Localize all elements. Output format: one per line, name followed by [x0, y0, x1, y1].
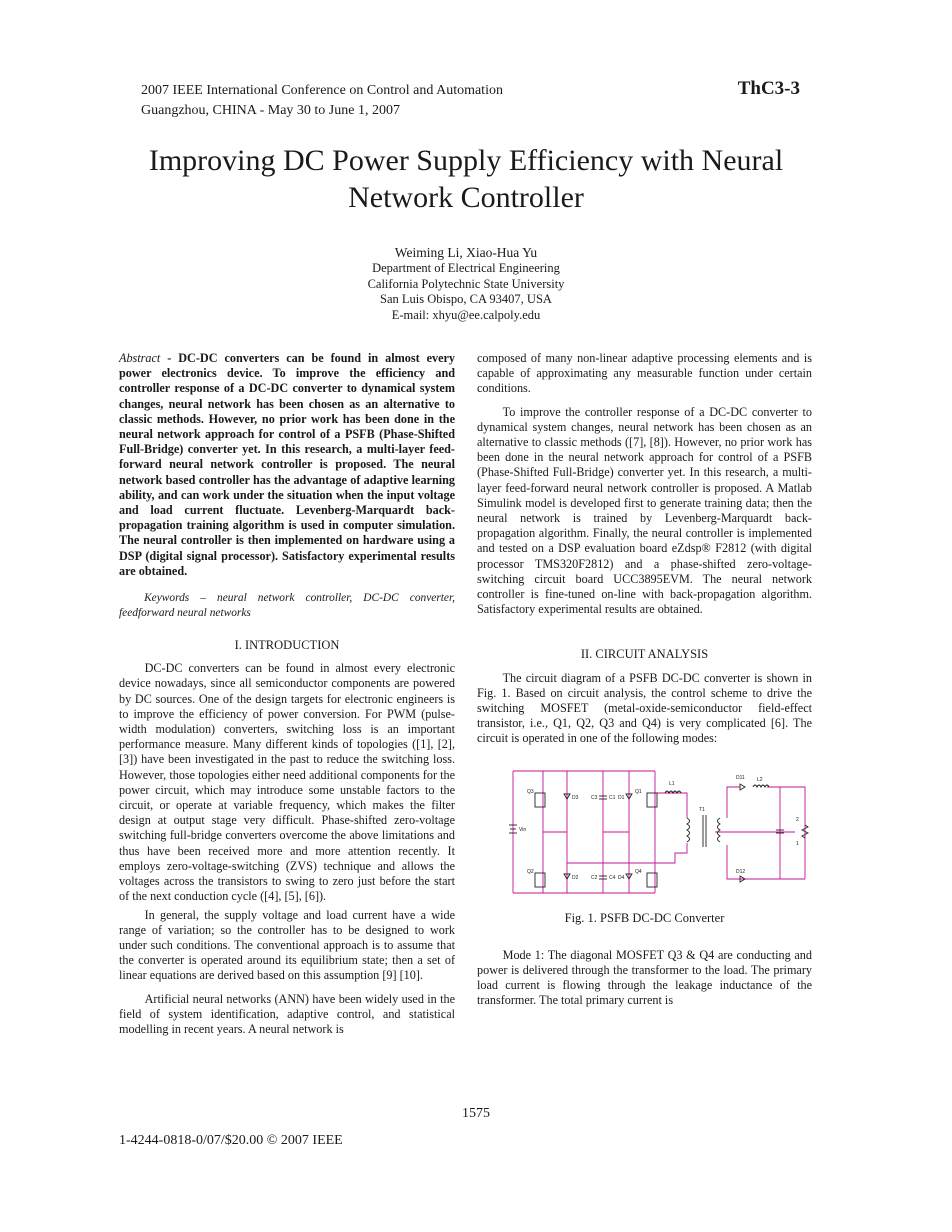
right-paragraph-1: composed of many non-linear adaptive processing elements and is capable of approximating any measurable function under certain conditions.	[477, 351, 812, 396]
right-paragraph-2: To improve the controller response of a DC-DC converter to dynamical system changes, neural network has been chosen as an alternative to classic methods ([7], [8]). However, no prior work has been done in the neural network approach for control of a PSFB (Phase-Shifted Full-Bridge) converter yet. In this research, a multi-layer feed-forward neural network controller is proposed. A Matlab Simulink model is developed first to generate training data; then the neural network is trained by Levenberg-Marquardt back-propagation algorithm. Finally, the neural controller is implemented and tested on a DSP evaluation board eZdsp® F2812 (with digital processor TMS320F2812) and a phase-shifted zero-voltage-switching circuit board UCC3895EVM. The neural network controller is fine-tuned on-line with back-propagation algorithm. Satisfactory experimental results are obtained.	[477, 404, 812, 617]
circuit-labels	[519, 775, 799, 881]
label-vin: Vin	[519, 826, 527, 833]
label-c2: C2	[591, 874, 598, 881]
label-q2: Q2	[527, 868, 534, 875]
abstract-text: - DC-DC converters can be found in almost every power electronics device. To improve the efficiency and controller response of a DC-DC converter to dynamical system changes, neural network has been chosen as an alternative to classic methods. However, no prior work has been done in the neural network approach for control of a PSFB (Phase-Shifted Full-Bridge) converter yet. In this research, a multi-layer feed-forward neural network controller is proposed. The neural network based controller has the advantage of adaptive learning ability, and can work under the situation when the input voltage and load current fluctuate. Levenberg-Marquardt back-propagation training algorithm is used in computer simulation. The neural controller is then implemented on hardware using a DSP (digital signal processor). Satisfactory experimental results are obtained.	[119, 351, 455, 578]
circuit-paragraph-1: The circuit diagram of a PSFB DC-DC converter is shown in Fig. 1. Based on circuit analysis, the control scheme to drive the switching MOSFET (metal-oxide-semiconductor field-effect transistor, i.e., Q1, Q2, Q3 and Q4) is very complicated [6]. The circuit is operated in one of the following modes:	[477, 670, 812, 746]
mode-1-paragraph: Mode 1: The diagonal MOSFET Q3 & Q4 are conducting and power is delivered through the transformer to the load. The primary load current is flowing through the leakage inductance of the transformer. The total primary current is	[477, 947, 812, 1008]
author-department: Department of Electrical Engineering	[372, 261, 560, 275]
label-c4: C4	[609, 874, 616, 881]
keywords: Keywords – neural network controller, DC-DC converter, feedforward neural networks	[119, 592, 455, 619]
label-d4: D4	[618, 874, 625, 881]
abstract-lead: Abstract	[119, 351, 161, 365]
output-wire	[767, 787, 805, 879]
primary-bottom-wire	[567, 843, 687, 863]
conference-header	[141, 81, 503, 121]
right-column	[477, 351, 812, 1009]
section-heading-circuit-analysis: II. CIRCUIT ANALYSIS	[580, 647, 709, 662]
label-pin-2: 2	[796, 816, 799, 823]
title-line-1: Improving DC Power Supply Efficiency with Neural	[148, 144, 784, 177]
intro-paragraph-2: In general, the supply voltage and load current have a wide range of variation; so the controller has to be designed to work under such conditions. The conventional approach is to assume that the converter is operated around its equilibrium state; then a set of linear equations are derived based on this assumption [9] [10].	[119, 907, 455, 983]
section-heading-introduction: I. INTRODUCTION	[234, 638, 340, 653]
label-q4: Q4	[635, 868, 642, 875]
copyright-notice: 1-4244-0818-0/07/$20.00 © 2007 IEEE	[119, 1133, 343, 1148]
conference-location: Guangzhou, CHINA - May 30 to June 1, 2007	[141, 103, 400, 118]
q3-mosfet-symbol	[535, 793, 545, 807]
intro-paragraph-3: Artificial neural networks (ANN) have been widely used in the field of system identification, adaptive control, and statistical modelling in recent years. A neural network is	[119, 991, 455, 1036]
circuit-wires	[513, 771, 805, 893]
session-code: ThC3-3	[737, 78, 800, 99]
conference-name: 2007 IEEE International Conference on Control and Automation	[141, 83, 503, 98]
l2-inductor-symbol	[753, 785, 769, 787]
abstract	[119, 351, 455, 579]
q4-mosfet-symbol	[647, 873, 657, 887]
t1-secondary-winding	[718, 818, 721, 842]
figure-caption: Fig. 1. PSFB DC-DC Converter	[564, 910, 725, 925]
circuit-diagram-figure	[505, 763, 811, 900]
psfb-circuit-diagram	[505, 763, 811, 900]
label-d12: D12	[736, 868, 746, 875]
label-q1: Q1	[635, 788, 642, 795]
primary-top-wire	[655, 793, 687, 818]
label-c3: C3	[591, 794, 598, 801]
page-number: 1575	[462, 1106, 490, 1121]
label-l2: L2	[757, 776, 763, 783]
author-names: Weiming Li, Xiao-Hua Yu	[394, 245, 538, 260]
d11-diode-symbol	[740, 784, 745, 790]
author-email: E-mail: xhyu@ee.calpoly.edu	[391, 307, 541, 322]
author-address: San Luis Obispo, CA 93407, USA	[380, 292, 552, 306]
label-pin-1: 1	[796, 840, 799, 847]
q2-mosfet-symbol	[535, 873, 545, 887]
t1-primary-winding	[687, 818, 690, 842]
label-d11: D11	[736, 774, 745, 781]
label-d3: D3	[572, 794, 579, 801]
author-block	[276, 244, 656, 323]
circuit-components	[509, 784, 808, 887]
label-l1: L1	[669, 780, 675, 787]
q1-mosfet-symbol	[647, 793, 657, 807]
label-d1: D1	[618, 794, 625, 801]
title-line-2: Network Controller	[348, 181, 584, 214]
label-c1: C1	[609, 794, 616, 801]
label-d2: D2	[572, 874, 579, 881]
label-t1: T1	[699, 806, 705, 813]
secondary-top-wire	[727, 787, 740, 818]
label-q3: Q3	[527, 788, 534, 795]
paper-title	[60, 142, 872, 216]
intro-paragraph-1: DC-DC converters can be found in almost every electronic device nowadays, since all semiconductor components are powered by DC sources. One of the design targets for electronic engineers is to improve the efficiency of power conversion. For PWM (pulse-width modulation) converters, switching loss is an important performance measure. Many different kinds of topologies ([1], [2], [3]) have been investigated in the past to reduce the switching loss. However, those topologies either need additional components for the power circuit, which may introduce some unstable factors to the circuit, or operate at variable frequency, which makes the filter design at output stage very difficult. Phase-shifted zero-voltage switching full-bridge converters overcome the above limitations and thus have been received more and more attention recently. It employs zero-voltage-switching (ZVS) technique and allows the voltages across the transistors to swing to zero just before the start of the next conduction cycle ([4], [5], [6]).	[119, 661, 455, 904]
author-university: California Polytechnic State University	[367, 276, 565, 291]
left-column	[119, 351, 455, 1037]
